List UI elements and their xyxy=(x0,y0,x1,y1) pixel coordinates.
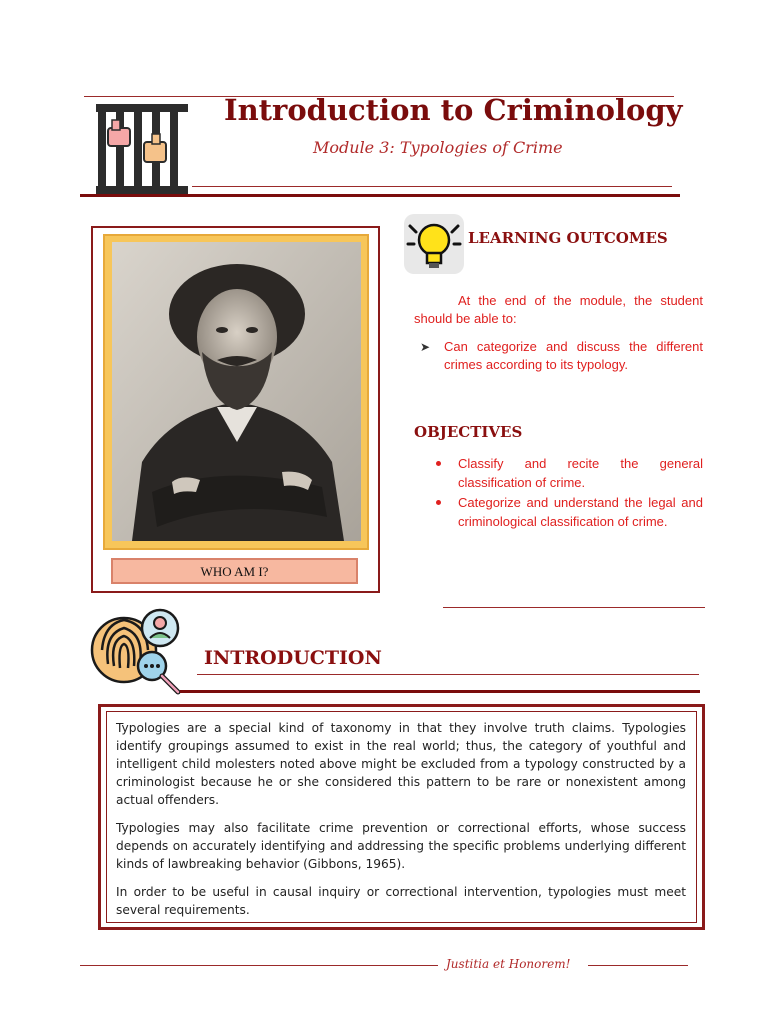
paragraph: In order to be useful in causal inquiry or correctional intervention, typologies must meet several requirements. xyxy=(116,885,686,917)
list-item xyxy=(436,455,703,492)
introduction-rule-thin xyxy=(197,674,699,675)
arrow-bullet-icon: ➤ xyxy=(420,340,431,354)
introduction-body xyxy=(116,719,686,929)
introduction-rule-thick xyxy=(180,690,700,693)
bullet-icon xyxy=(436,461,441,466)
learning-outcomes-list xyxy=(418,338,703,374)
list-item xyxy=(418,338,703,374)
list-item-text: Classify and recite the general classification of crime. xyxy=(458,456,703,490)
paragraph: Typologies may also facilitate crime prevention or correctional efforts, whose success depends on accurately identifying and addressing the specific problems underlying different kinds of lawbreaking behavior (Gibbons, 1965). xyxy=(116,821,686,871)
fingerprint-search-icon xyxy=(90,604,190,704)
footer-rule-left xyxy=(80,965,438,966)
list-item xyxy=(436,494,703,531)
portrait-photo xyxy=(112,242,361,541)
objectives-heading: OBJECTIVES xyxy=(414,423,523,441)
paragraph: Typologies are a special kind of taxonomy in that they involve truth claims. Typologies identify groupings assumed to exist in the real world; thus, the category of youthful and intelligent child molesters noted above might be excluded from a typology constructed by a criminologist because he or she considered this pattern to be rare or nonexistent among actual offenders. xyxy=(116,721,686,807)
bullet-icon xyxy=(436,500,441,505)
lightbulb-icon xyxy=(402,212,466,276)
header-mid-rule xyxy=(192,186,672,187)
section-divider xyxy=(443,607,705,608)
footer-motto: Justitia et Honorem! xyxy=(446,957,571,971)
jail-bars-icon xyxy=(92,100,192,196)
list-item-text: Categorize and understand the legal and criminological classification of crime. xyxy=(458,495,703,529)
page-subtitle: Module 3: Typologies of Crime xyxy=(313,138,563,157)
objectives-list xyxy=(436,455,703,533)
learning-outcomes-heading: LEARNING OUTCOMES xyxy=(468,229,668,247)
list-item-text: Can categorize and discuss the different crimes according to its typology. xyxy=(444,339,703,372)
learning-outcomes-intro: At the end of the module, the student should be able to: xyxy=(414,293,703,326)
footer-rule-right xyxy=(588,965,688,966)
introduction-heading: INTRODUCTION xyxy=(204,647,382,669)
header-bottom-rule xyxy=(80,194,680,197)
photo-caption: WHO AM I? xyxy=(200,564,269,579)
page-title: Introduction to Criminology xyxy=(224,93,683,127)
